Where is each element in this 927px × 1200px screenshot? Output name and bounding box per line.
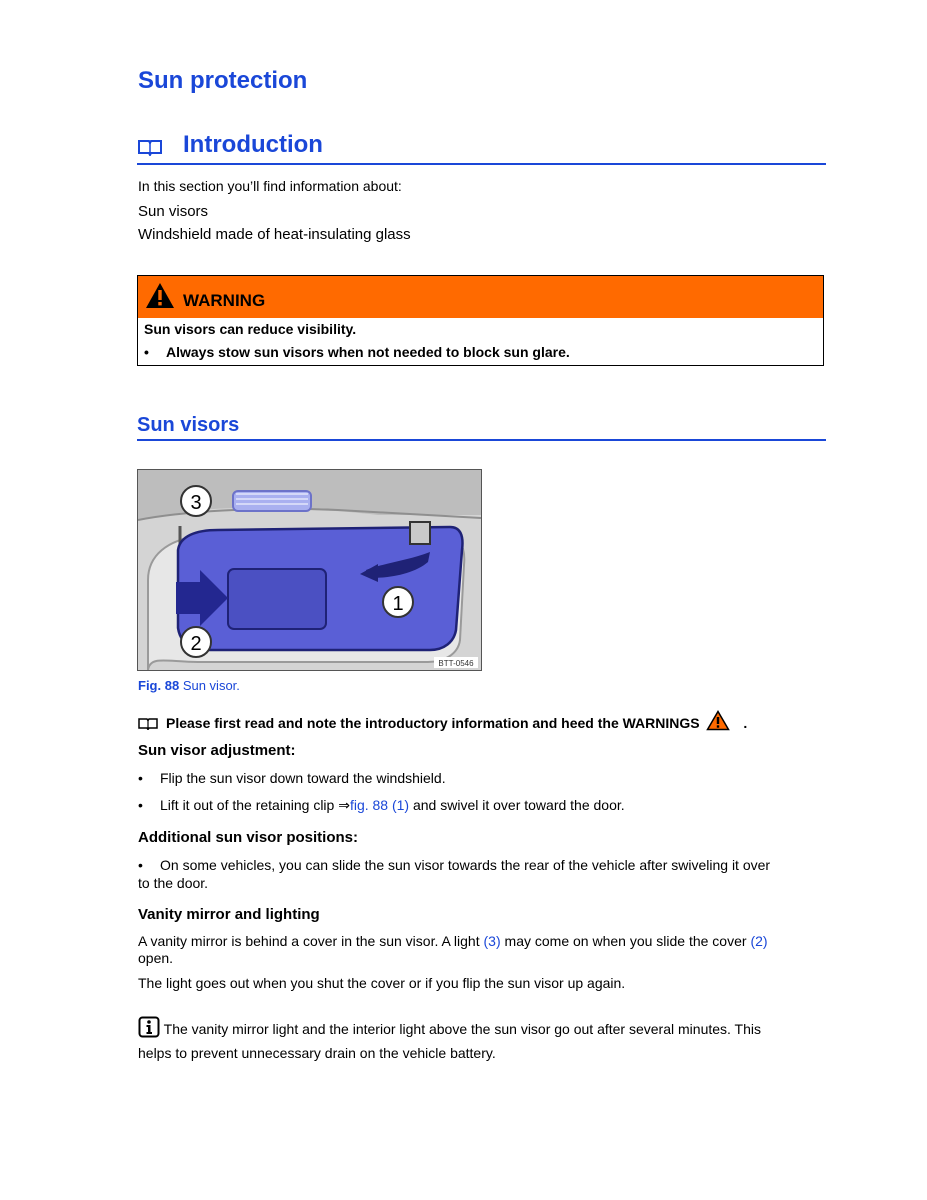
light-3-link[interactable]: (3) — [483, 933, 501, 949]
additional-positions-text: On some vehicles, you can slide the sun visor towards the rear of the vehicle after swiveling it over — [160, 857, 771, 873]
sun-visors-heading — [137, 412, 826, 441]
warning-header — [138, 276, 823, 318]
info-note — [138, 1016, 761, 1038]
sun-visors-title: Sun visors — [137, 414, 240, 436]
warning-box — [137, 275, 824, 366]
bullet: • — [138, 770, 143, 786]
warning-bullet-item — [144, 344, 570, 360]
callout-3-label: 3 — [190, 492, 202, 514]
adjustment-step-1 — [138, 770, 446, 786]
read-note-text: Please first read and note the introductory information and heed the WARNINGS — [166, 715, 700, 731]
warning-title: WARNING — [183, 291, 266, 310]
read-note-end: . — [743, 715, 748, 731]
adjustment-step-2 — [138, 797, 625, 814]
warning-triangle-icon[interactable] — [706, 710, 730, 731]
adjustment-step-1-text: Flip the sun visor down toward the windshield. — [160, 770, 446, 786]
sun-visor-illustration — [138, 470, 481, 670]
mirror-cover — [228, 569, 326, 629]
introduction-title: Introduction — [183, 131, 323, 158]
additional-positions-heading: Additional sun visor positions: — [138, 829, 359, 846]
warning-bullet-text: Always stow sun visors when not needed to block sun glare. — [166, 344, 570, 360]
info-icon — [138, 1016, 160, 1038]
info-note-line-2: helps to prevent unnecessary drain on the vehicle battery. — [138, 1045, 496, 1061]
vanity-paragraph-2: The light goes out when you shut the cover or if you flip the sun visor up again. — [138, 975, 626, 991]
vanity-mirror-heading: Vanity mirror and lighting — [138, 906, 320, 923]
page-title: Sun protection — [138, 67, 308, 94]
cover-2-link[interactable]: (2) — [750, 933, 768, 949]
adjustment-step-2-tail: and swivel it over toward the door. — [409, 797, 625, 813]
additional-positions-line-1 — [138, 857, 770, 873]
figure-code: BTT-0546 — [438, 659, 474, 668]
callout-2-label: 2 — [190, 633, 202, 655]
additional-positions-line-2: to the door. — [138, 875, 209, 891]
bullet: • — [138, 797, 143, 813]
callout-1-label: 1 — [392, 593, 404, 615]
bullet: • — [138, 857, 143, 873]
vanity-text-a: A vanity mirror is behind a cover in the sun visor. A light — [138, 933, 484, 949]
bullet: • — [144, 344, 149, 360]
warning-triangle-icon — [144, 281, 176, 310]
vanity-text-b: may come on when you slide the cover — [500, 933, 751, 949]
info-note-text: The vanity mirror light and the interior light above the sun visor go out after several minutes. This — [160, 1021, 762, 1037]
introduction-heading — [137, 130, 826, 165]
warning-text: Sun visors can reduce visibility. — [144, 321, 357, 337]
sun-visor-figure — [137, 469, 482, 671]
vanity-paragraph-1-line-2: open. — [138, 950, 174, 966]
book-icon — [137, 138, 163, 156]
sun-visor-adjustment-heading: Sun visor adjustment: — [138, 742, 296, 759]
vanity-paragraph-1 — [138, 933, 768, 949]
adjustment-step-2-text: Lift it out of the retaining clip ⇒ — [160, 797, 350, 813]
figure-caption — [138, 678, 240, 693]
figure-caption-label: Fig. 88 — [138, 678, 180, 693]
intro-item-windshield: Windshield made of heat-insulating glass — [138, 226, 411, 243]
intro-lead: In this section you’ll find information about: — [138, 178, 402, 194]
figure-88-link[interactable]: fig. 88 (1) — [349, 797, 410, 813]
book-icon — [138, 717, 158, 730]
intro-item-sun-visors: Sun visors — [138, 203, 209, 220]
read-note — [138, 710, 747, 731]
figure-caption-text: Sun visor. — [182, 678, 240, 693]
